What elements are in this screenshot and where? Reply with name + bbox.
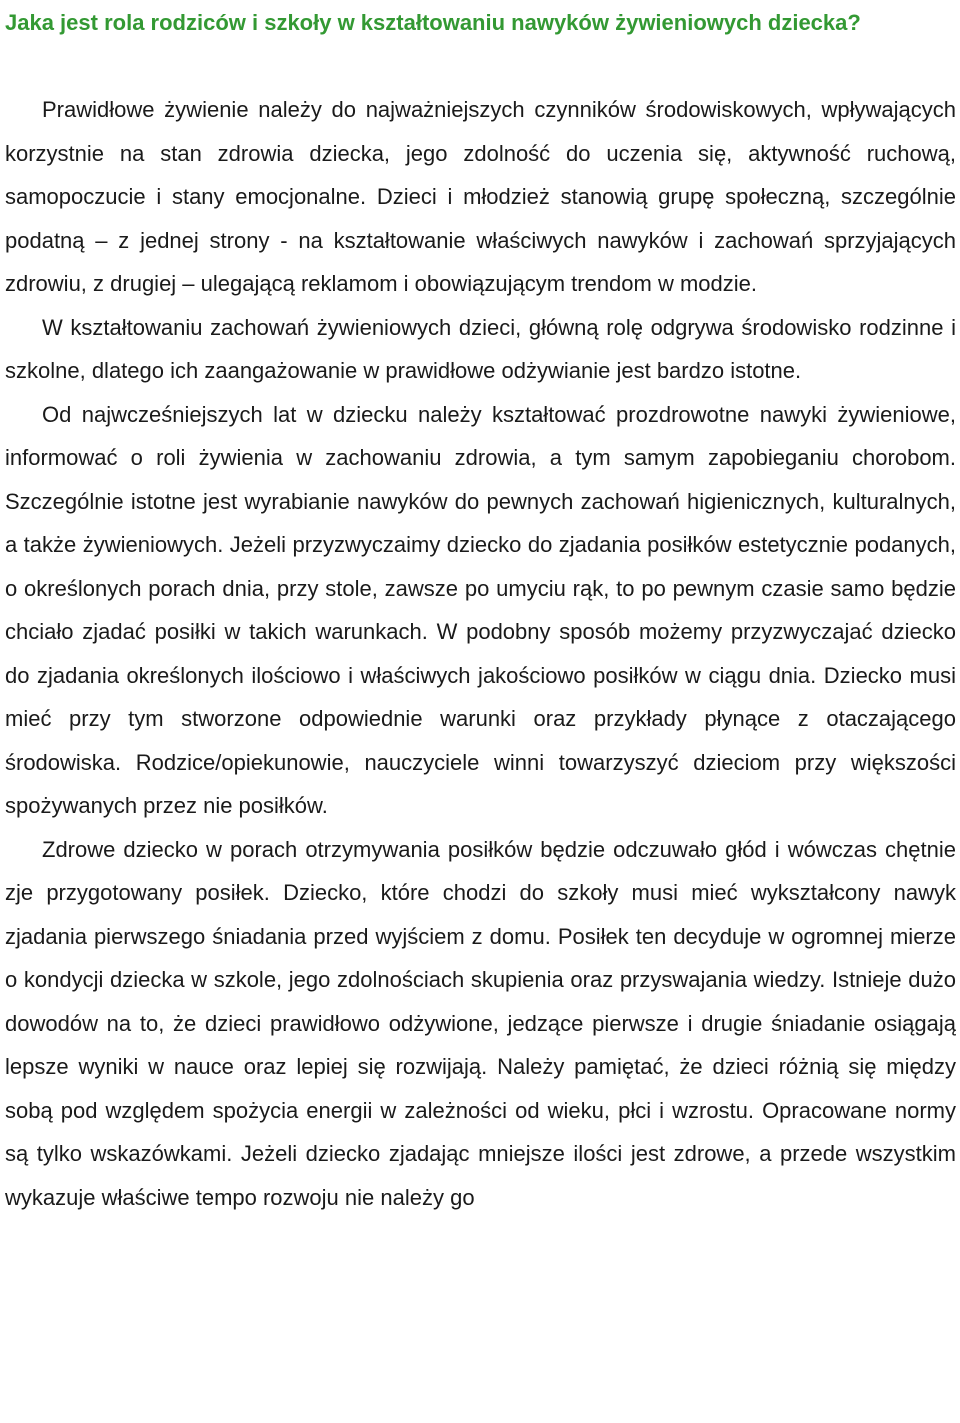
document-page (5, 0, 956, 1219)
paragraph-2: W kształtowaniu zachowań żywieniowych dzieci, główną rolę odgrywa środowisko rodzinne i szkolne, dlatego ich zaangażowanie w prawidłowe odżywianie jest bardzo istotne. (5, 314, 956, 383)
title-spacer (5, 45, 956, 89)
document-title: Jaka jest rola rodziców i szkoły w kształtowaniu nawyków żywieniowych dziecka? (5, 10, 861, 35)
paragraph-4: Zdrowe dziecko w porach otrzymywania posiłków będzie odczuwało głód i wówczas chętnie zje przygotowany posiłek. Dziecko, które chodzi do szkoły musi mieć wykształcony nawyk zjadania pierwszego śniadania przed wyjściem z domu. Posiłek ten decyduje w ogromnej mierze o kondycji dziecka w szkole, jego zdolnościach skupienia oraz przyswajania wiedzy. Istnieje dużo dowodów na to, że dzieci prawidłowo odżywione, jedzące pierwsze i drugie śniadanie osiągają lepsze wyniki w nauce oraz lepiej się rozwijają. Należy pamiętać, że dzieci różnią się między sobą pod względem spożycia energii w zależności od wieku, płci i wzrostu. Opracowane normy są tylko wskazówkami. Jeżeli dziecko zjadając mniejsze ilości jest zdrowe, a przede wszystkim wykazuje właściwe tempo rozwoju nie należy go (5, 836, 956, 1210)
paragraph-3: Od najwcześniejszych lat w dziecku należy kształtować prozdrowotne nawyki żywieniowe, informować o roli żywienia w zachowaniu zdrowia, a tym samym zapobieganiu chorobom. Szczególnie istotne jest wyrabianie nawyków do pewnych zachowań higienicznych, kulturalnych, a także żywieniowych. Jeżeli przyzwyczaimy dziecko do zjadania posiłków estetycznie podanych, o określonych porach dnia, przy stole, zawsze po umyciu rąk, to po pewnym czasie samo będzie chciało zjadać posiłki w takich warunkach. W podobny sposób możemy przyzwyczajać dziecko do zjadania określonych ilościowo i właściwych jakościowo posiłków w ciągu dnia. Dziecko musi mieć przy tym stworzone odpowiednie warunki oraz przykłady płynące z otaczającego środowiska. Rodzice/opiekunowie, nauczyciele winni towarzyszyć dzieciom przy większości spożywanych przez nie posiłków. (5, 401, 956, 818)
paragraph-1: Prawidłowe żywienie należy do najważniejszych czynników środowiskowych, wpływających korzystnie na stan zdrowia dziecka, jego zdolność do uczenia się, aktywność ruchową, samopoczucie i stany emocjonalne. Dzieci i młodzież stanowią grupę społeczną, szczególnie podatną – z jednej strony - na kształtowanie właściwych nawyków i zachowań sprzyjających zdrowiu, z drugiej – ulegającą reklamom i obowiązującym trendom w modzie. (5, 97, 956, 296)
